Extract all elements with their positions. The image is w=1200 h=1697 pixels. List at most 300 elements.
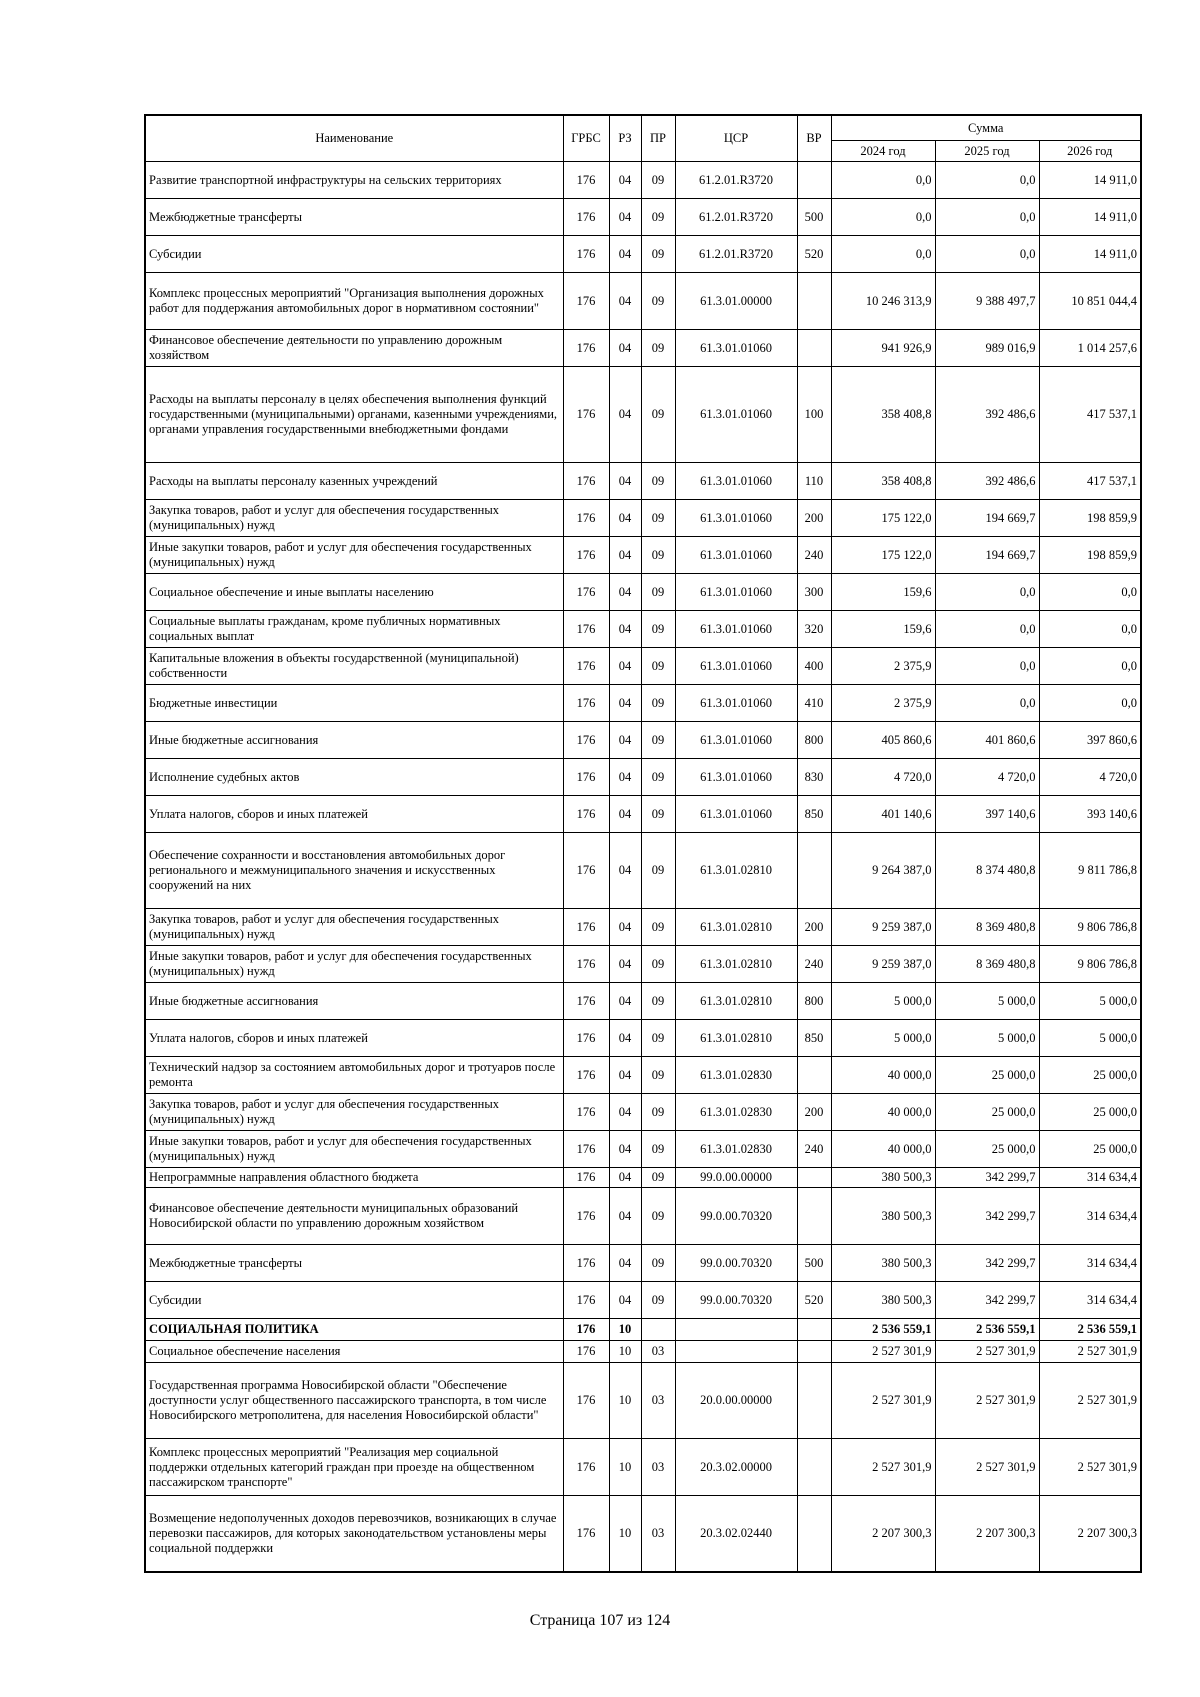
row-sum-2026: 314 634,4 <box>1039 1245 1141 1282</box>
row-name: Уплата налогов, сборов и иных платежей <box>145 1020 563 1057</box>
row-grbs: 176 <box>563 500 609 537</box>
header-csr: ЦСР <box>675 115 797 162</box>
row-csr: 61.3.01.01060 <box>675 648 797 685</box>
row-pr: 09 <box>641 574 675 611</box>
row-rz: 04 <box>609 330 641 367</box>
row-name: Непрограммные направления областного бюджета <box>145 1168 563 1188</box>
table-row <box>145 759 1141 796</box>
row-sum-2026: 2 536 559,1 <box>1039 1319 1141 1341</box>
row-pr: 09 <box>641 199 675 236</box>
row-sum-2024: 40 000,0 <box>831 1057 935 1094</box>
budget-table <box>144 114 1142 1573</box>
row-sum-2025: 5 000,0 <box>935 983 1039 1020</box>
row-sum-2026: 2 207 300,3 <box>1039 1496 1141 1572</box>
row-pr: 09 <box>641 1188 675 1245</box>
row-rz: 04 <box>609 1131 641 1168</box>
row-rz: 04 <box>609 685 641 722</box>
table-row <box>145 236 1141 273</box>
header-rz: РЗ <box>609 115 641 162</box>
row-vr: 800 <box>797 983 831 1020</box>
row-sum-2024: 380 500,3 <box>831 1282 935 1319</box>
row-name: Закупка товаров, работ и услуг для обеспечения государственных (муниципальных) нужд <box>145 500 563 537</box>
header-grbs: ГРБС <box>563 115 609 162</box>
row-grbs: 176 <box>563 648 609 685</box>
row-grbs: 176 <box>563 1245 609 1282</box>
row-name: Комплекс процессных мероприятий "Организация выполнения дорожных работ для поддержания автомобильных дорог в нормативном состоянии" <box>145 273 563 330</box>
table-row <box>145 537 1141 574</box>
table-row <box>145 1245 1141 1282</box>
row-rz: 04 <box>609 1245 641 1282</box>
row-sum-2024: 2 527 301,9 <box>831 1439 935 1496</box>
row-pr: 09 <box>641 273 675 330</box>
row-sum-2024: 358 408,8 <box>831 367 935 463</box>
row-grbs: 176 <box>563 685 609 722</box>
row-name: Иные закупки товаров, работ и услуг для обеспечения государственных (муниципальных) нужд <box>145 1131 563 1168</box>
row-pr: 09 <box>641 236 675 273</box>
row-name: Иные закупки товаров, работ и услуг для обеспечения государственных (муниципальных) нужд <box>145 537 563 574</box>
row-rz: 04 <box>609 1282 641 1319</box>
table-row <box>145 1094 1141 1131</box>
row-sum-2026: 417 537,1 <box>1039 367 1141 463</box>
table-row <box>145 574 1141 611</box>
row-grbs: 176 <box>563 946 609 983</box>
row-sum-2025: 5 000,0 <box>935 1020 1039 1057</box>
row-csr: 99.0.00.00000 <box>675 1168 797 1188</box>
row-name: Межбюджетные трансферты <box>145 199 563 236</box>
row-pr: 09 <box>641 1094 675 1131</box>
row-rz: 04 <box>609 909 641 946</box>
row-rz: 04 <box>609 983 641 1020</box>
row-vr: 200 <box>797 1094 831 1131</box>
row-rz: 10 <box>609 1363 641 1439</box>
row-rz: 04 <box>609 574 641 611</box>
row-rz: 04 <box>609 722 641 759</box>
row-sum-2025: 0,0 <box>935 611 1039 648</box>
row-sum-2025: 2 527 301,9 <box>935 1341 1039 1363</box>
row-pr: 09 <box>641 685 675 722</box>
row-name: Субсидии <box>145 1282 563 1319</box>
row-sum-2024: 0,0 <box>831 199 935 236</box>
row-vr: 830 <box>797 759 831 796</box>
row-name: Иные бюджетные ассигнования <box>145 983 563 1020</box>
row-name: Обеспечение сохранности и восстановления автомобильных дорог регионального и межмуниципального значения и искусственных сооружений на них <box>145 833 563 909</box>
row-grbs: 176 <box>563 236 609 273</box>
row-pr: 03 <box>641 1496 675 1572</box>
row-sum-2026: 0,0 <box>1039 685 1141 722</box>
row-pr: 03 <box>641 1363 675 1439</box>
row-vr: 800 <box>797 722 831 759</box>
row-name: Финансовое обеспечение деятельности по управлению дорожным хозяйством <box>145 330 563 367</box>
table-row <box>145 1282 1141 1319</box>
row-name: СОЦИАЛЬНАЯ ПОЛИТИКА <box>145 1319 563 1341</box>
row-sum-2026: 14 911,0 <box>1039 199 1141 236</box>
row-vr: 320 <box>797 611 831 648</box>
row-sum-2026: 0,0 <box>1039 611 1141 648</box>
table-row <box>145 199 1141 236</box>
row-pr: 09 <box>641 1057 675 1094</box>
row-name: Бюджетные инвестиции <box>145 685 563 722</box>
row-sum-2026: 1 014 257,6 <box>1039 330 1141 367</box>
table-row <box>145 648 1141 685</box>
row-rz: 04 <box>609 759 641 796</box>
row-rz: 04 <box>609 500 641 537</box>
row-grbs: 176 <box>563 611 609 648</box>
table-header <box>145 115 1141 162</box>
row-sum-2024: 175 122,0 <box>831 537 935 574</box>
row-grbs: 176 <box>563 983 609 1020</box>
row-pr: 09 <box>641 796 675 833</box>
row-sum-2024: 2 207 300,3 <box>831 1496 935 1572</box>
row-sum-2026: 14 911,0 <box>1039 236 1141 273</box>
row-vr: 410 <box>797 685 831 722</box>
row-pr: 09 <box>641 500 675 537</box>
row-vr: 300 <box>797 574 831 611</box>
row-vr: 500 <box>797 1245 831 1282</box>
row-csr: 61.2.01.R3720 <box>675 236 797 273</box>
row-sum-2024: 380 500,3 <box>831 1168 935 1188</box>
row-name: Государственная программа Новосибирской области "Обеспечение доступности услуг общественного пассажирского транспорта, в том числе Новосибирского метрополитена, для населения Новосибирской области" <box>145 1363 563 1439</box>
row-sum-2025: 392 486,6 <box>935 463 1039 500</box>
row-sum-2025: 989 016,9 <box>935 330 1039 367</box>
row-vr: 200 <box>797 909 831 946</box>
row-sum-2026: 198 859,9 <box>1039 537 1141 574</box>
row-sum-2026: 314 634,4 <box>1039 1282 1141 1319</box>
table-row <box>145 909 1141 946</box>
row-sum-2025: 2 527 301,9 <box>935 1363 1039 1439</box>
row-sum-2024: 401 140,6 <box>831 796 935 833</box>
row-sum-2024: 0,0 <box>831 236 935 273</box>
table-row <box>145 500 1141 537</box>
row-rz: 10 <box>609 1439 641 1496</box>
row-sum-2024: 159,6 <box>831 611 935 648</box>
row-pr: 09 <box>641 463 675 500</box>
row-rz: 10 <box>609 1341 641 1363</box>
row-csr <box>675 1341 797 1363</box>
row-sum-2025: 392 486,6 <box>935 367 1039 463</box>
row-vr <box>797 1439 831 1496</box>
row-vr: 240 <box>797 537 831 574</box>
row-sum-2024: 9 259 387,0 <box>831 909 935 946</box>
table-row <box>145 1319 1141 1341</box>
row-sum-2025: 2 527 301,9 <box>935 1439 1039 1496</box>
row-vr <box>797 1168 831 1188</box>
row-rz: 04 <box>609 946 641 983</box>
row-pr: 09 <box>641 537 675 574</box>
row-sum-2026: 9 806 786,8 <box>1039 946 1141 983</box>
row-sum-2026: 9 806 786,8 <box>1039 909 1141 946</box>
row-name: Уплата налогов, сборов и иных платежей <box>145 796 563 833</box>
row-grbs: 176 <box>563 367 609 463</box>
table-row <box>145 367 1141 463</box>
row-grbs: 176 <box>563 759 609 796</box>
row-sum-2024: 380 500,3 <box>831 1188 935 1245</box>
row-sum-2026: 14 911,0 <box>1039 162 1141 199</box>
row-name: Расходы на выплаты персоналу казенных учреждений <box>145 463 563 500</box>
row-vr: 110 <box>797 463 831 500</box>
row-csr: 61.3.01.02810 <box>675 1020 797 1057</box>
row-sum-2025: 342 299,7 <box>935 1168 1039 1188</box>
row-csr: 61.3.01.01060 <box>675 759 797 796</box>
row-sum-2025: 342 299,7 <box>935 1188 1039 1245</box>
table-row <box>145 1188 1141 1245</box>
row-sum-2026: 25 000,0 <box>1039 1057 1141 1094</box>
row-sum-2024: 9 264 387,0 <box>831 833 935 909</box>
row-vr <box>797 1363 831 1439</box>
row-rz: 04 <box>609 537 641 574</box>
row-pr: 09 <box>641 759 675 796</box>
row-sum-2026: 2 527 301,9 <box>1039 1439 1141 1496</box>
row-sum-2024: 40 000,0 <box>831 1094 935 1131</box>
row-name: Технический надзор за состоянием автомобильных дорог и тротуаров после ремонта <box>145 1057 563 1094</box>
row-sum-2025: 25 000,0 <box>935 1094 1039 1131</box>
row-csr: 61.3.01.02830 <box>675 1057 797 1094</box>
row-pr: 09 <box>641 611 675 648</box>
row-csr: 61.3.01.01060 <box>675 500 797 537</box>
row-vr <box>797 1496 831 1572</box>
row-csr: 61.3.01.01060 <box>675 611 797 648</box>
row-sum-2024: 10 246 313,9 <box>831 273 935 330</box>
row-csr: 61.3.01.01060 <box>675 330 797 367</box>
row-csr: 20.3.02.02440 <box>675 1496 797 1572</box>
row-vr: 500 <box>797 199 831 236</box>
row-csr: 61.3.01.01060 <box>675 722 797 759</box>
row-sum-2024: 941 926,9 <box>831 330 935 367</box>
row-grbs: 176 <box>563 1168 609 1188</box>
row-sum-2025: 25 000,0 <box>935 1057 1039 1094</box>
row-grbs: 176 <box>563 1341 609 1363</box>
table-row <box>145 1363 1141 1439</box>
row-pr <box>641 1319 675 1341</box>
row-rz: 04 <box>609 199 641 236</box>
row-sum-2024: 2 375,9 <box>831 648 935 685</box>
table-row <box>145 330 1141 367</box>
table-row <box>145 1057 1141 1094</box>
row-sum-2025: 8 369 480,8 <box>935 909 1039 946</box>
row-sum-2025: 9 388 497,7 <box>935 273 1039 330</box>
row-csr: 61.3.01.01060 <box>675 537 797 574</box>
row-rz: 10 <box>609 1319 641 1341</box>
header-sum: Сумма <box>831 115 1141 141</box>
row-name: Социальное обеспечение и иные выплаты населению <box>145 574 563 611</box>
row-sum-2025: 2 207 300,3 <box>935 1496 1039 1572</box>
table-row <box>145 1168 1141 1188</box>
row-vr <box>797 1188 831 1245</box>
row-sum-2024: 2 527 301,9 <box>831 1341 935 1363</box>
row-vr <box>797 273 831 330</box>
header-year-2026: 2026 год <box>1039 141 1141 162</box>
row-csr: 61.3.01.01060 <box>675 796 797 833</box>
row-sum-2026: 0,0 <box>1039 648 1141 685</box>
row-vr <box>797 1057 831 1094</box>
row-csr: 61.3.01.01060 <box>675 463 797 500</box>
row-sum-2024: 405 860,6 <box>831 722 935 759</box>
row-sum-2024: 358 408,8 <box>831 463 935 500</box>
table-row <box>145 162 1141 199</box>
row-sum-2024: 2 527 301,9 <box>831 1363 935 1439</box>
row-grbs: 176 <box>563 1057 609 1094</box>
row-rz: 04 <box>609 1020 641 1057</box>
table-row <box>145 946 1141 983</box>
row-sum-2026: 2 527 301,9 <box>1039 1341 1141 1363</box>
row-rz: 04 <box>609 833 641 909</box>
row-csr: 99.0.00.70320 <box>675 1245 797 1282</box>
row-pr: 09 <box>641 1282 675 1319</box>
row-pr: 09 <box>641 162 675 199</box>
row-sum-2026: 0,0 <box>1039 574 1141 611</box>
row-name: Межбюджетные трансферты <box>145 1245 563 1282</box>
row-sum-2025: 194 669,7 <box>935 537 1039 574</box>
row-grbs: 176 <box>563 162 609 199</box>
row-pr: 09 <box>641 909 675 946</box>
row-sum-2026: 25 000,0 <box>1039 1094 1141 1131</box>
row-rz: 04 <box>609 1188 641 1245</box>
row-rz: 04 <box>609 1094 641 1131</box>
row-sum-2024: 5 000,0 <box>831 1020 935 1057</box>
row-vr <box>797 833 831 909</box>
row-csr: 20.3.02.00000 <box>675 1439 797 1496</box>
row-sum-2025: 397 140,6 <box>935 796 1039 833</box>
row-rz: 04 <box>609 162 641 199</box>
row-pr: 09 <box>641 946 675 983</box>
row-sum-2024: 159,6 <box>831 574 935 611</box>
row-grbs: 176 <box>563 1188 609 1245</box>
table-row <box>145 611 1141 648</box>
table-row <box>145 273 1141 330</box>
row-pr: 09 <box>641 330 675 367</box>
row-grbs: 176 <box>563 1319 609 1341</box>
row-sum-2026: 393 140,6 <box>1039 796 1141 833</box>
row-sum-2025: 0,0 <box>935 236 1039 273</box>
row-csr: 61.3.01.02810 <box>675 946 797 983</box>
row-grbs: 176 <box>563 1020 609 1057</box>
row-vr: 850 <box>797 796 831 833</box>
row-name: Расходы на выплаты персоналу в целях обеспечения выполнения функций государственными (муниципальными) органами, казенными учреждениями, органами управления государственными внебюджетными фондами <box>145 367 563 463</box>
row-sum-2024: 40 000,0 <box>831 1131 935 1168</box>
row-rz: 10 <box>609 1496 641 1572</box>
row-sum-2025: 25 000,0 <box>935 1131 1039 1168</box>
row-name: Развитие транспортной инфраструктуры на сельских территориях <box>145 162 563 199</box>
row-name: Закупка товаров, работ и услуг для обеспечения государственных (муниципальных) нужд <box>145 1094 563 1131</box>
table-row <box>145 1341 1141 1363</box>
row-sum-2025: 342 299,7 <box>935 1245 1039 1282</box>
row-grbs: 176 <box>563 1363 609 1439</box>
row-rz: 04 <box>609 367 641 463</box>
row-sum-2026: 397 860,6 <box>1039 722 1141 759</box>
page-number: Страница 107 из 124 <box>529 1612 671 1629</box>
row-csr: 20.0.00.00000 <box>675 1363 797 1439</box>
row-sum-2024: 9 259 387,0 <box>831 946 935 983</box>
row-vr: 520 <box>797 1282 831 1319</box>
row-csr: 61.3.01.02830 <box>675 1131 797 1168</box>
row-vr: 240 <box>797 946 831 983</box>
row-grbs: 176 <box>563 1282 609 1319</box>
row-name: Возмещение недополученных доходов перевозчиков, возникающих в случае перевозки пассажиров, для которых законодательством установлены меры социальной поддержки <box>145 1496 563 1572</box>
row-vr <box>797 330 831 367</box>
table-row <box>145 833 1141 909</box>
row-vr <box>797 1341 831 1363</box>
row-pr: 09 <box>641 648 675 685</box>
row-sum-2025: 8 369 480,8 <box>935 946 1039 983</box>
row-rz: 04 <box>609 648 641 685</box>
row-csr: 61.3.01.01060 <box>675 367 797 463</box>
row-sum-2026: 417 537,1 <box>1039 463 1141 500</box>
row-rz: 04 <box>609 236 641 273</box>
row-name: Закупка товаров, работ и услуг для обеспечения государственных (муниципальных) нужд <box>145 909 563 946</box>
row-sum-2024: 2 536 559,1 <box>831 1319 935 1341</box>
row-csr: 61.3.01.00000 <box>675 273 797 330</box>
row-grbs: 176 <box>563 199 609 236</box>
row-grbs: 176 <box>563 796 609 833</box>
table-row <box>145 1439 1141 1496</box>
row-rz: 04 <box>609 463 641 500</box>
row-rz: 04 <box>609 611 641 648</box>
row-csr <box>675 1319 797 1341</box>
row-sum-2025: 0,0 <box>935 685 1039 722</box>
row-sum-2026: 314 634,4 <box>1039 1168 1141 1188</box>
row-name: Исполнение судебных актов <box>145 759 563 796</box>
row-vr: 200 <box>797 500 831 537</box>
row-name: Комплекс процессных мероприятий "Реализация мер социальной поддержки отдельных категорий граждан при проезде на общественном пассажирском транспорте" <box>145 1439 563 1496</box>
row-csr: 99.0.00.70320 <box>675 1188 797 1245</box>
row-grbs: 176 <box>563 1496 609 1572</box>
row-grbs: 176 <box>563 273 609 330</box>
row-grbs: 176 <box>563 537 609 574</box>
row-vr <box>797 162 831 199</box>
budget-sheet <box>144 114 1140 1573</box>
row-pr: 09 <box>641 1131 675 1168</box>
row-sum-2024: 2 375,9 <box>831 685 935 722</box>
row-sum-2025: 8 374 480,8 <box>935 833 1039 909</box>
row-rz: 04 <box>609 796 641 833</box>
row-vr: 850 <box>797 1020 831 1057</box>
row-csr: 61.3.01.01060 <box>675 574 797 611</box>
row-name: Капитальные вложения в объекты государственной (муниципальной) собственности <box>145 648 563 685</box>
row-pr: 03 <box>641 1341 675 1363</box>
table-row <box>145 463 1141 500</box>
row-name: Иные бюджетные ассигнования <box>145 722 563 759</box>
row-sum-2026: 314 634,4 <box>1039 1188 1141 1245</box>
row-name: Иные закупки товаров, работ и услуг для обеспечения государственных (муниципальных) нужд <box>145 946 563 983</box>
row-sum-2025: 401 860,6 <box>935 722 1039 759</box>
row-vr <box>797 1319 831 1341</box>
row-name: Субсидии <box>145 236 563 273</box>
row-sum-2026: 5 000,0 <box>1039 983 1141 1020</box>
row-csr: 61.3.01.01060 <box>675 685 797 722</box>
row-grbs: 176 <box>563 722 609 759</box>
row-sum-2025: 194 669,7 <box>935 500 1039 537</box>
row-rz: 04 <box>609 273 641 330</box>
row-sum-2026: 9 811 786,8 <box>1039 833 1141 909</box>
row-sum-2025: 0,0 <box>935 648 1039 685</box>
row-pr: 09 <box>641 833 675 909</box>
row-sum-2025: 0,0 <box>935 574 1039 611</box>
row-csr: 61.2.01.R3720 <box>675 162 797 199</box>
row-name: Социальное обеспечение населения <box>145 1341 563 1363</box>
table-row <box>145 796 1141 833</box>
table-body <box>145 162 1141 1572</box>
table-row <box>145 722 1141 759</box>
row-sum-2026: 10 851 044,4 <box>1039 273 1141 330</box>
row-sum-2025: 2 536 559,1 <box>935 1319 1039 1341</box>
header-year-2025: 2025 год <box>935 141 1039 162</box>
row-sum-2024: 5 000,0 <box>831 983 935 1020</box>
row-csr: 61.3.01.02810 <box>675 983 797 1020</box>
row-sum-2024: 4 720,0 <box>831 759 935 796</box>
row-sum-2026: 198 859,9 <box>1039 500 1141 537</box>
row-grbs: 176 <box>563 463 609 500</box>
row-pr: 03 <box>641 1439 675 1496</box>
header-name: Наименование <box>145 115 563 162</box>
